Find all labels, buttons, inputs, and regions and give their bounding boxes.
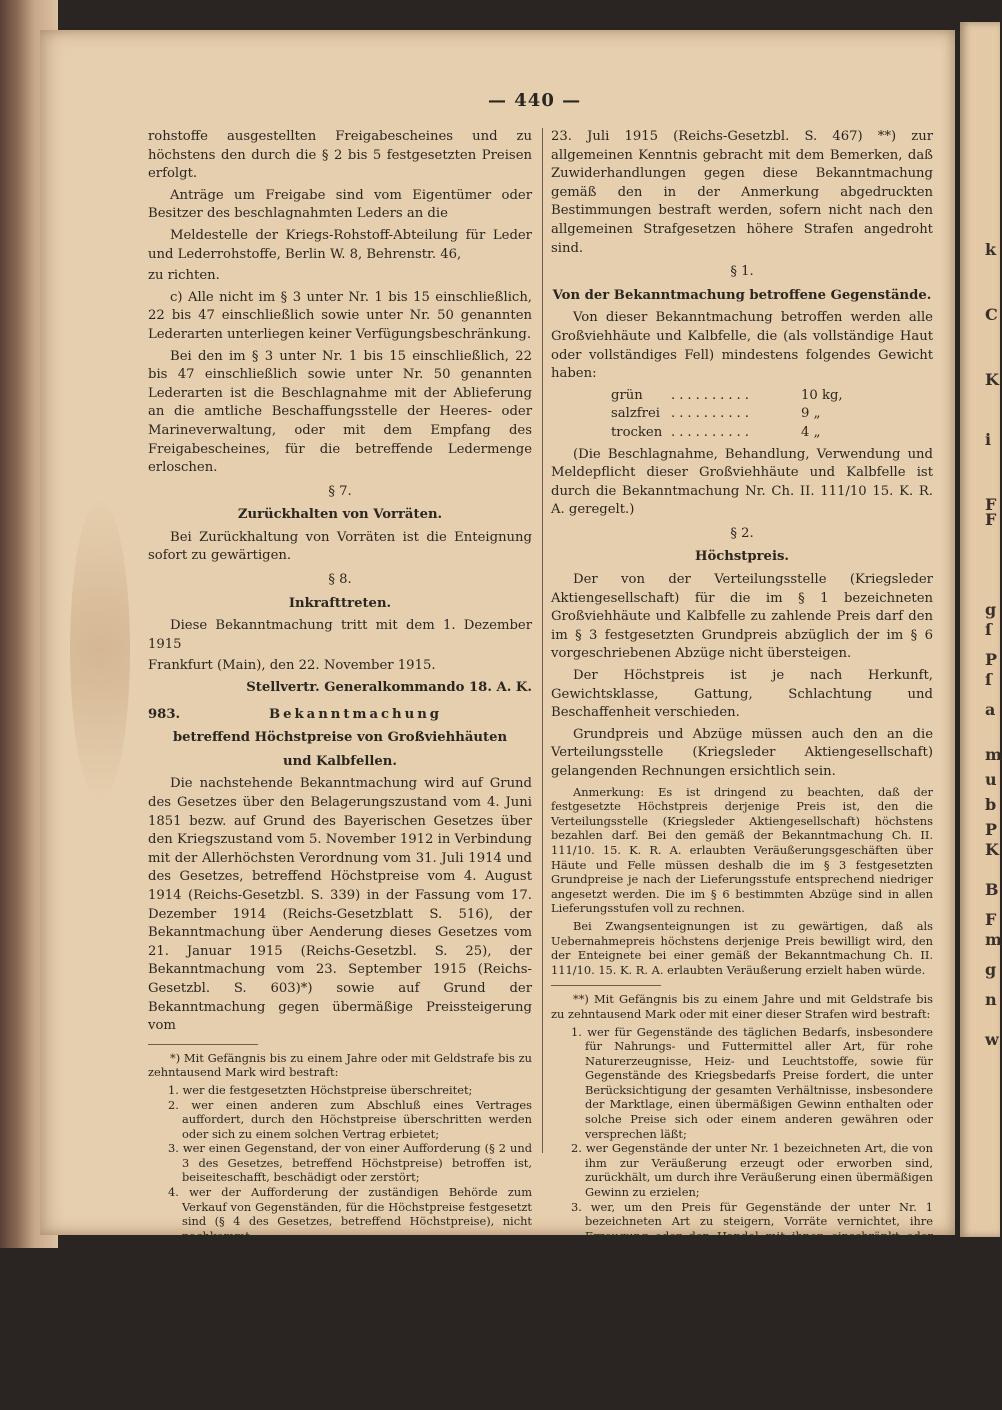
next-page-letter: g: [985, 600, 997, 619]
next-page-letter: b: [985, 795, 997, 814]
paragraph: Anträge um Freigabe sind vom Eigentümer oder Besitzer des beschlagnahmten Leders an die: [148, 187, 532, 222]
next-page-letter: K: [985, 370, 999, 389]
item-number: 983.: [148, 706, 181, 722]
section-title: Zurückhalten von Vorräten.: [237, 507, 443, 523]
next-page-letter: ſ: [985, 670, 992, 689]
footnote-item: 4. wer der Aufforderung der zuständigen Behörde zum Verkauf von Gegenständen, für die Höchstpreise festgesetzt sind (§ 4 des Gesetzes, betreffend Höchstpreise), nicht nachkommt;: [168, 1185, 532, 1243]
section-number: § 1.: [730, 264, 754, 280]
section-number: § 2.: [730, 525, 754, 541]
next-page-letter: g: [985, 960, 997, 979]
place-date: Frankfurt (Main), den 22. November 1915.: [148, 658, 436, 674]
paragraph: Die nachstehende Bekanntmachung wird auf Grund des Gesetzes über den Belagerungszustand vom 4. Juni 1851 bezw. auf Grund des Bayerischen Gesetzes über den Kriegszustand vom 5. November 1912 in Verbindung mit der Allerhöchsten Verordnung vom 31. Juli 1914 und des Gesetzes, betreffend Höchstpreise vom 4. August 1914 (Reichs-Gesetzbl. S. 339) in der Fassung vom 17. Dezember 1914 (Reichs-Gesetzblatt S. 516), der Bekanntmachung über Aenderung dieses Gesetzes vom 21. Januar 1915 (Reichs-Gesetzbl. S. 25), der Bekanntmachung vom 23. September 1915 (Reichs-Gesetzbl. S. 603)*) sowie auf Grund der Bekanntmachung gegen übermäßige Preissteigerung vom: [148, 776, 532, 1034]
weight-row: trocken .......... 4 „: [611, 424, 821, 440]
next-page-letter: a: [985, 700, 996, 719]
next-page-edge: [960, 22, 1000, 1237]
paragraph: c) Alle nicht im § 3 unter Nr. 1 bis 15 einschließlich, 22 bis 47 einschließlich sowie unter Nr. 50 genannten Lederarten unterliegen keiner Verfügungsbeschränkung.: [148, 289, 532, 342]
address: Meldestelle der Kriegs-Rohstoff-Abteilung für Leder und Lederrohstoffe, Berlin W. 8, Behrenstr. 46,: [148, 227, 532, 262]
paragraph: rohstoffe ausgestellten Freigabescheines und zu höchstens den durch die § 2 bis 5 festgesetzten Preisen erfolgt.: [148, 129, 532, 182]
footnote: [551, 992, 933, 1407]
footnote-item: 1. wer die festgesetzten Höchstpreise überschreitet;: [168, 1082, 473, 1097]
paragraph: Diese Bekanntmachung tritt mit dem 1. Dezember 1915: [148, 618, 532, 652]
footnote-rule: [148, 1044, 258, 1045]
page-number: — 440 —: [488, 90, 582, 111]
paper-stain: [70, 500, 130, 800]
paragraph: (Die Beschlagnahme, Behandlung, Verwendung und Meldepflicht dieser Großviehhäute und Kalbfelle ist durch die Bekanntmachung Nr. Ch. II. 111/10 15. K. R. A. geregelt.): [551, 446, 933, 518]
footnote-end: In den Fällen Nr. 1 und 2 kann neben der Strafe angeordnet werden, daß die Verurteilung auf Kosten des Schuldigen öffentlich bekanntzumachen ist; auch kann neben Gefängnisstrafe auf Verlust der bürgerlichen Ehrenrechte erkannt werden.: [148, 1301, 532, 1360]
column-divider: [542, 128, 543, 1153]
footnote: [148, 1051, 532, 1360]
weight-table: [611, 387, 933, 443]
footnote-end: Neben der Strafe kann auf Einziehung der Vorräte erkannt werden, auf die sich die strafbare Handlung bezieht, ohne Unterschied, ob sie dem Verurteilten gehören oder nicht. Ferner kann angeordnet werden, daß die Verurteilung auf Kosten des Schuldigen öffentlich bekanntzumachen sei.: [551, 1301, 933, 1375]
next-page-letter: k: [985, 240, 997, 259]
paragraph: Der von der Verteilungsstelle (Kriegsleder Aktiengesellschaft) für die im § 1 bezeichneten Großviehhäute und Kalbfelle zu zahlende Preis darf den im § 3 festgesetzten Grundpreis abzüglich der im § 6 vorgeschriebenen Abzüge nicht übersteigen.: [551, 572, 933, 662]
paragraph: zu richten.: [148, 268, 220, 284]
next-page-letter: P: [985, 820, 998, 839]
next-page-letter: w: [985, 1030, 999, 1049]
next-page-letter: F: [985, 495, 997, 514]
next-page-letter: F: [985, 910, 997, 929]
next-page-letter: P: [985, 650, 998, 669]
next-page-letter: B: [985, 880, 999, 899]
next-page-letter: F: [985, 510, 997, 529]
footnote-item: 3. wer, um den Preis für Gegenstände der unter Nr. 1 bezeichneten Art zu steigern, Vorräte vernichtet, ihre Erzeugung oder den Handel mit ihnen einschränkt oder andere unlautere Machenschaften vornimmt;: [571, 1199, 933, 1258]
footnote-list: [148, 1083, 532, 1302]
next-page-letter: m: [985, 930, 1002, 949]
next-page-letter: n: [985, 990, 997, 1009]
announcement-title: Bekanntmachung: [269, 706, 442, 722]
footnote-item: 2. wer einen anderen zum Abschluß eines Vertrages auffordert, durch den Höchstpreise überschritten werden oder sich zu einem solchen Vertrag erbietet;: [168, 1097, 532, 1141]
announcement-subtitle: und Kalbfellen.: [283, 753, 397, 769]
paragraph: Bei den im § 3 unter Nr. 1 bis 15 einschließlich, 22 bis 47 einschließlich sowie unter Nr. 50 genannten Lederarten ist die Beschlagnahme mit der Ablieferung an die amtliche Beschaffungsstelle der Heeres- oder Marineverwaltung, oder mit dem Empfang des Freigabescheines, für die betreffende Ledermenge erloschen.: [148, 348, 532, 476]
next-page-letter: K: [985, 840, 999, 859]
footnote-item: 5. wer Vorräte an Gegenständen, für die Höchstpreise festgesetzt sind, den zuständigen Beamten verheimlicht;: [168, 1243, 532, 1273]
paragraph: Grundpreis und Abzüge müssen auch den an die Verteilungsstelle (Kriegsleder Aktiengesellschaft) gelangenden Rechnungen ersichtlich sein.: [551, 726, 933, 779]
footnote-item: 3. wer einen Gegenstand, der von einer Aufforderung (§ 2 und 3 des Gesetzes, betreffend Höchstpreise) betroffen ist, beiseiteschafft, beschädigt oder zerstört;: [168, 1141, 532, 1185]
footnote-item: 6. wer den nach § 5 des Gesetzes, betreffend Höchstpreise, erlassenen Ausführungsbestimmungen zuwiderhandelt.: [168, 1272, 532, 1302]
footnote-intro: *) Mit Gefängnis bis zu einem Jahre oder mit Geldstrafe bis zu zehntausend Mark wird bestraft:: [148, 1050, 532, 1080]
paragraph: Der Höchstpreis ist je nach Herkunft, Gewichtsklasse, Gattung, Schlachtung und Beschaffenheit verschieden.: [551, 668, 933, 721]
note-text: Anmerkung: Es ist dringend zu beachten, daß der festgesetzte Höchstpreis derjenige Preis ist, den die Verteilungsstelle (Kriegsleder Aktiengesellschaft) höchstens bezahlen darf. Bei den gemäß der Bekanntmachung Ch. II. 111/10. 15. K. R. A. erlaubten Veräußerungsgeschäften über Häute und Felle müssen deshalb die im § 3 festgesetzten Grundpreise je nach der Lieferungsstufe entsprechend niedriger angesetzt werden. Die im § 6 bestimmten Abzüge sind in allen Lieferungsstufen voll zu rechnen.: [551, 784, 933, 916]
next-page-letter: u: [985, 770, 997, 789]
right-column: [551, 128, 933, 1410]
section-title: Von der Bekanntmachung betroffene Gegenstände.: [552, 287, 932, 303]
footnote-item: 1. wer für Gegenstände des täglichen Bedarfs, insbesondere für Nahrungs- und Futtermittel aller Art, für rohe Naturerzeugnisse, Heiz- und Leuchtstoffe, sowie für Gegenstände des Kriegsbedarfs Preise fordert, die unter Berücksichtigung der gesamten Verhältnisse, insbesondere der Marktlage, einen übermäßigen Gewinn enthalten oder solche Preise sich oder einem anderen gewähren oder versprechen läßt;: [571, 1024, 933, 1141]
paragraph: Bei Zurückhaltung von Vorräten ist die Enteignung sofort zu gewärtigen.: [148, 529, 532, 564]
footnote-end: Neben Gefängnisstrafe kann auf Verlust der bürgerlichen Ehrenrechte erkannt werden.: [551, 1377, 933, 1407]
weight-row: salzfrei .......... 9 „: [611, 406, 821, 422]
section-title: Höchstpreis.: [695, 549, 789, 565]
section-number: § 7.: [328, 483, 352, 499]
next-page-letter: ſ: [985, 620, 992, 639]
next-page-letter: C: [985, 305, 998, 324]
footnote-item: 4. wer an einer Verabredung oder Verbindung teilnimmt, die eine Handlung der in Nr. 1 bis 3 bezeichneten Art zum Zwecke hat.: [571, 1258, 933, 1302]
paragraph: 23. Juli 1915 (Reichs-Gesetzbl. S. 467) **) zur allgemeinen Kenntnis gebracht mit dem Bemerken, daß Zuwiderhandlungen gegen diese Bekanntmachung gemäß den in der Anmerkung abgedruckten Bestimmungen bestraft werden, sofern nicht nach den allgemeinen Strafgesetzen höhere Strafen angedroht sind.: [551, 129, 933, 256]
footnote-intro: **) Mit Gefängnis bis zu einem Jahre und mit Geldstrafe bis zu zehntausend Mark oder mit einer dieser Strafen wird bestraft:: [551, 992, 933, 1021]
weight-row: grün .......... 10 kg,: [611, 387, 843, 403]
footnote-item: 2. wer Gegenstände der unter Nr. 1 bezeichneten Art, die von ihm zur Veräußerung erzeugt oder erworben sind, zurückhält, um durch ihre Veräußerung einen übermäßigen Gewinn zu erzielen;: [571, 1141, 933, 1200]
note-text: Bei Zwangsenteignungen ist zu gewärtigen, daß als Uebernahmepreis höchstens derjenige Preis bewilligt wird, den der Enteignete bei einer gemäß der Bekanntmachung Ch. II. 111/10. 15. K. R. A. erlaubten Veräußerung erzielt haben würde.: [551, 918, 933, 977]
next-page-letter: m: [985, 745, 1002, 764]
announcement-subtitle: betreffend Höchstpreise von Großviehhäuten: [172, 730, 508, 746]
left-column: [148, 128, 532, 1363]
footnote-rule: [551, 985, 661, 986]
section-title: Inkrafttreten.: [288, 595, 392, 611]
signature: Stellvertr. Generalkommando 18. A. K.: [246, 680, 532, 696]
footnote-list: [551, 1025, 933, 1302]
paragraph: Von dieser Bekanntmachung betroffen werden alle Großviehhäute und Kalbfelle, die (als vollständige Haut oder vollständiges Fell) mindestens folgendes Gewicht haben:: [551, 310, 933, 382]
section-number: § 8.: [328, 572, 352, 588]
next-page-letter: i: [985, 430, 992, 449]
note: [551, 785, 933, 978]
